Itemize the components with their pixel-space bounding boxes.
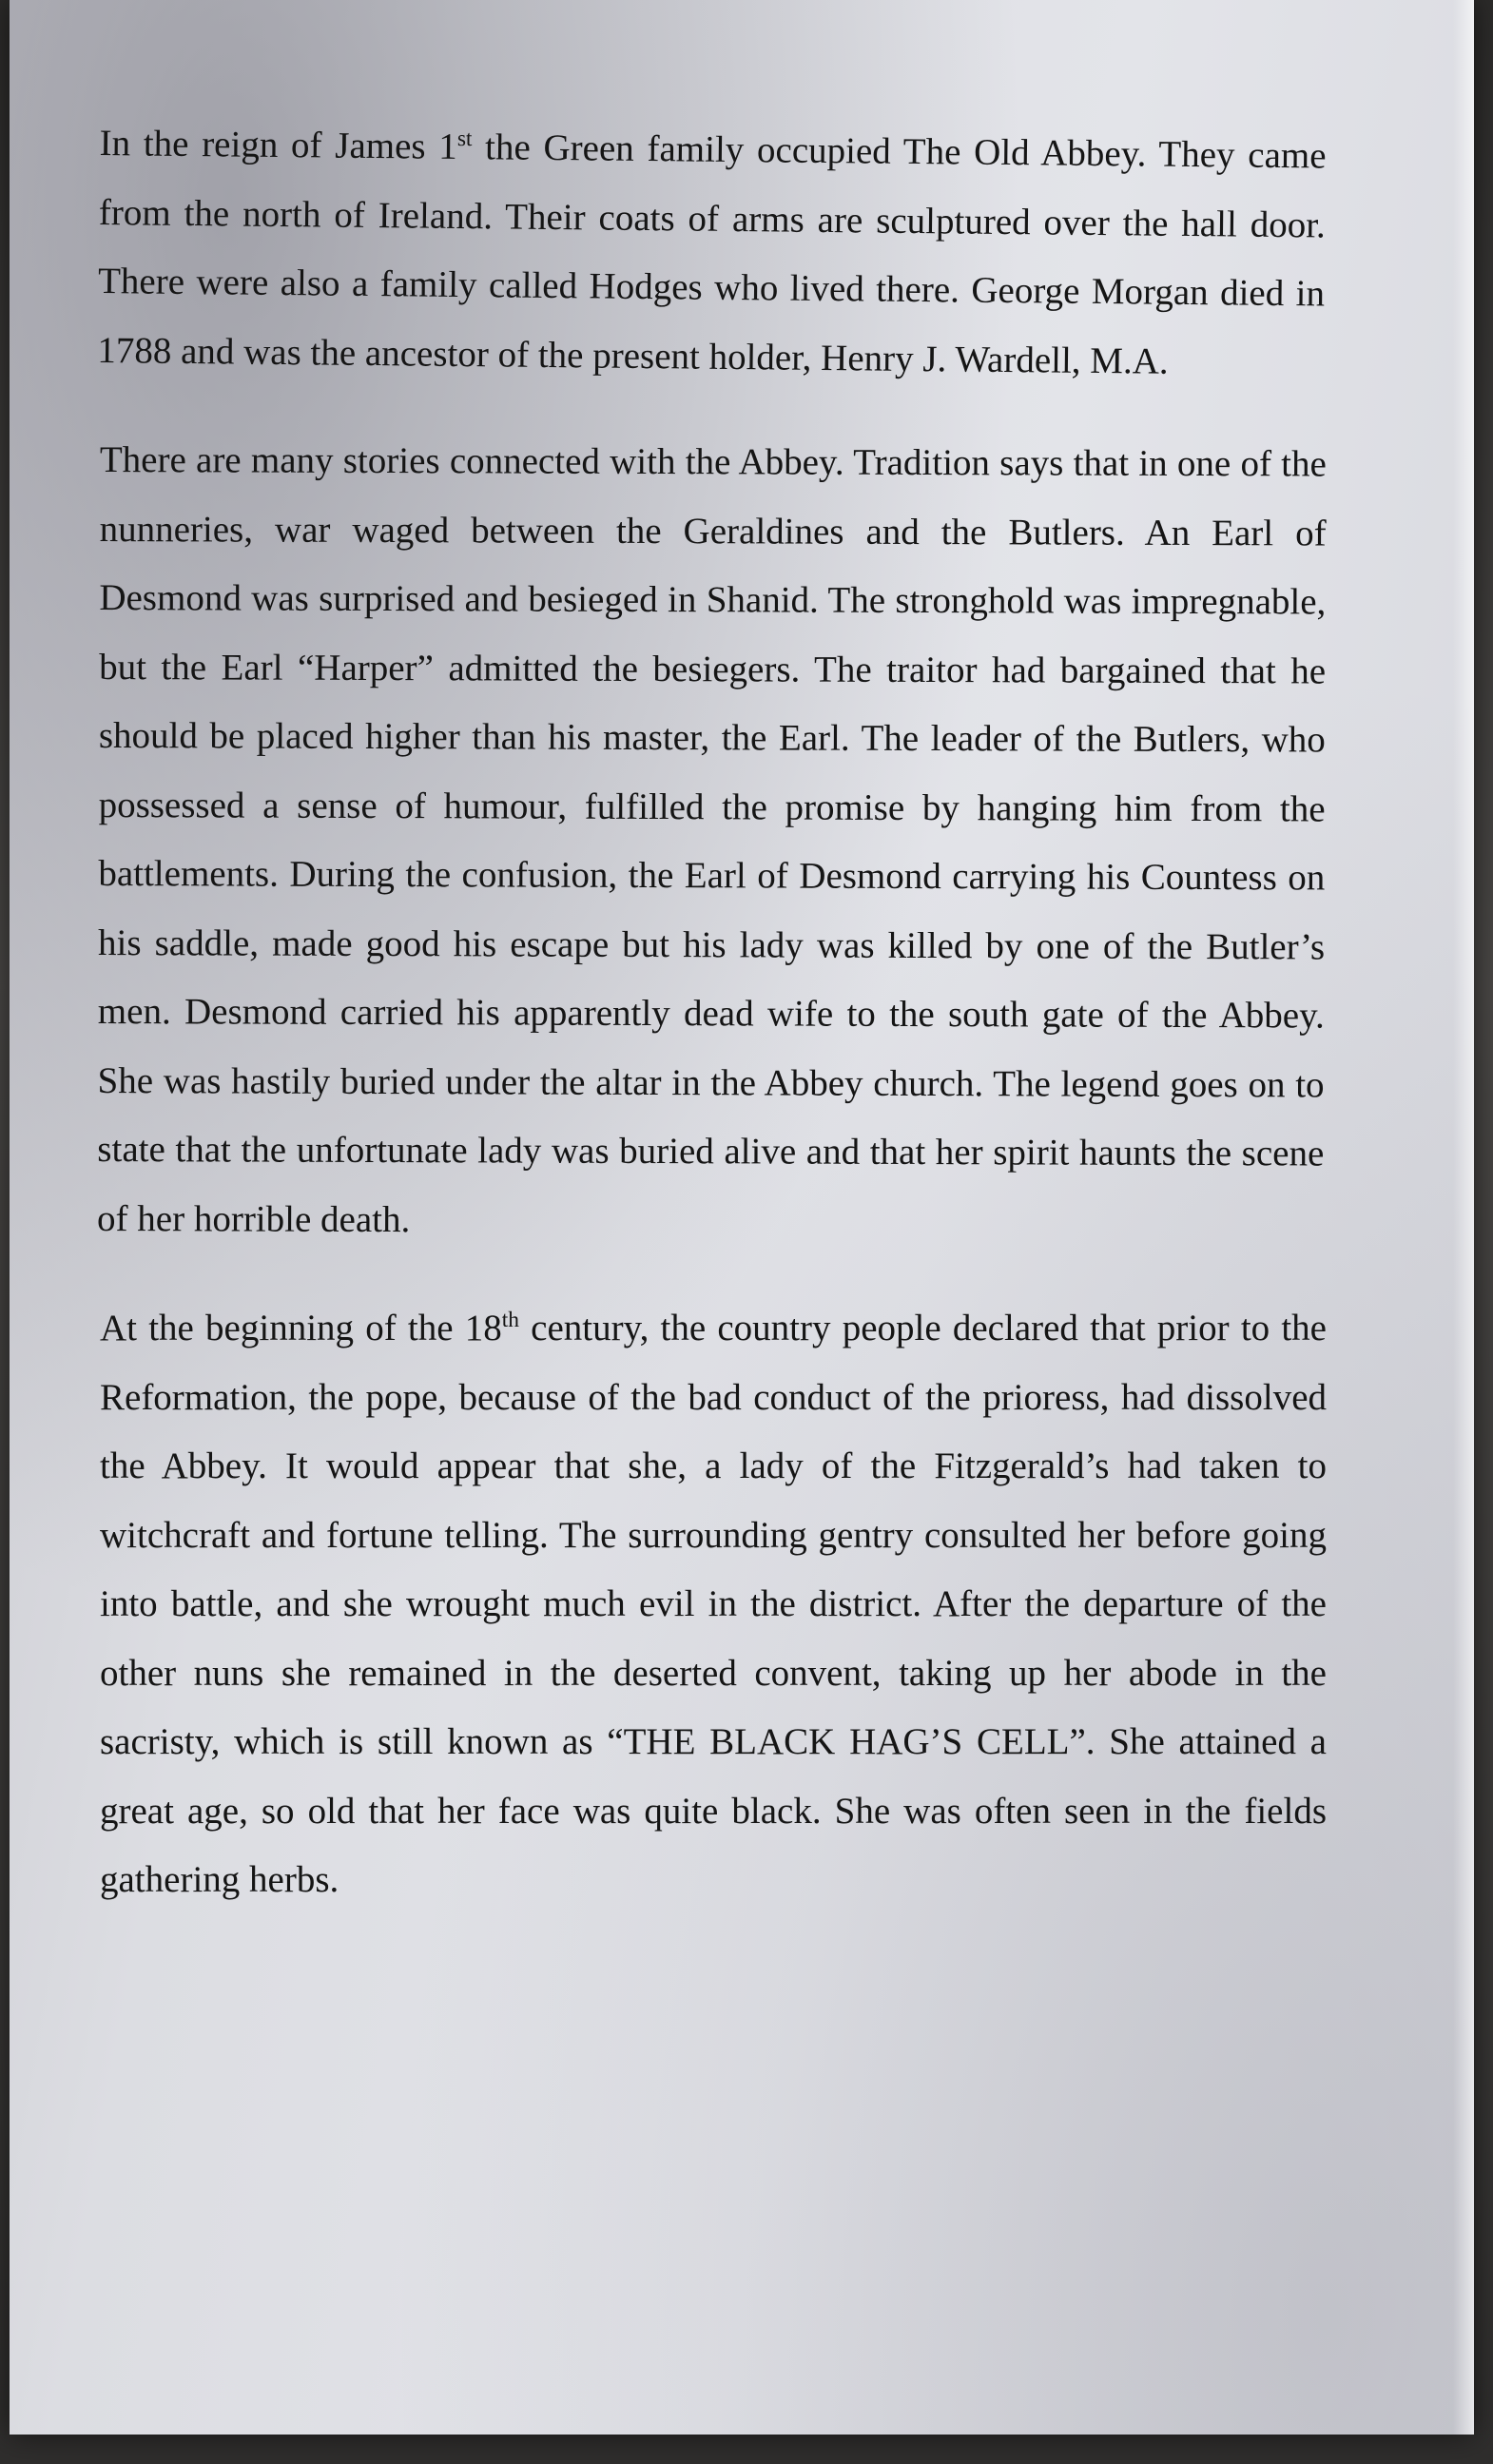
paragraph-3-text-b: century, the country people declared that prior to the Reformation, the pope, because of the bad conduct of the prioress, had dissolved the Abbey. It would appear that she, a lady of the Fitzgerald’s had taken to witchcraft and fortune telling. The surrounding gentry consulted her before going into battle, and she wrought much evil in the district. After the departure of the other nuns she remained in the deserted convent, taking up her abode in the sacristy, which is still known as “THE BLACK HAG’S CELL”. She attained a great age, so old that her face was quite black. She was often seen in the fields gathering herbs.	[100, 1308, 1327, 1900]
document-body	[97, 109, 1327, 1956]
paragraph-1-text-b: the Green family occupied The Old Abbey. They came from the north of Ireland. Their coats of arms are sculptured over the hall door. There were also a family called Hodges who lived there. George Morgan died in 1788 and was the ancestor of the present holder, Henry J. Wardell, M.A.	[97, 126, 1327, 382]
page-edge	[1453, 0, 1474, 2435]
ordinal-suffix: th	[501, 1308, 519, 1332]
ordinal-suffix: st	[456, 126, 473, 152]
paragraph-1-text-a: In the reign of James 1	[99, 122, 458, 167]
document-page	[10, 0, 1474, 2435]
paragraph-1	[97, 109, 1327, 398]
paragraph-2: There are many stories connected with the Abbey. Tradition says that in one of the nunneries, war waged between the Geraldines and the Butlers. An Earl of Desmond was surprised and besieged in Shanid. The stronghold was impregnable, but the Earl “Harper” admitted the besiegers. The traitor had bargained that he should be placed higher than his master, the Earl. The leader of the Butlers, who possessed a sense of humour, fulfilled the promise by hanging him from the battlements. During the confusion, the Earl of Desmond carrying his Countess on his saddle, made good his escape but his lady was killed by one of the Butler’s men. Desmond carried his apparently dead wife to the south gate of the Abbey. She was hastily buried under the altar in the Abbey church. The legend goes on to state that the unfortunate lady was buried alive and that her spirit haunts the scene of her horrible death.	[97, 438, 1327, 1240]
paragraph-3-text-a: At the beginning of the 18	[100, 1308, 502, 1348]
paragraph-3	[100, 1294, 1327, 1915]
